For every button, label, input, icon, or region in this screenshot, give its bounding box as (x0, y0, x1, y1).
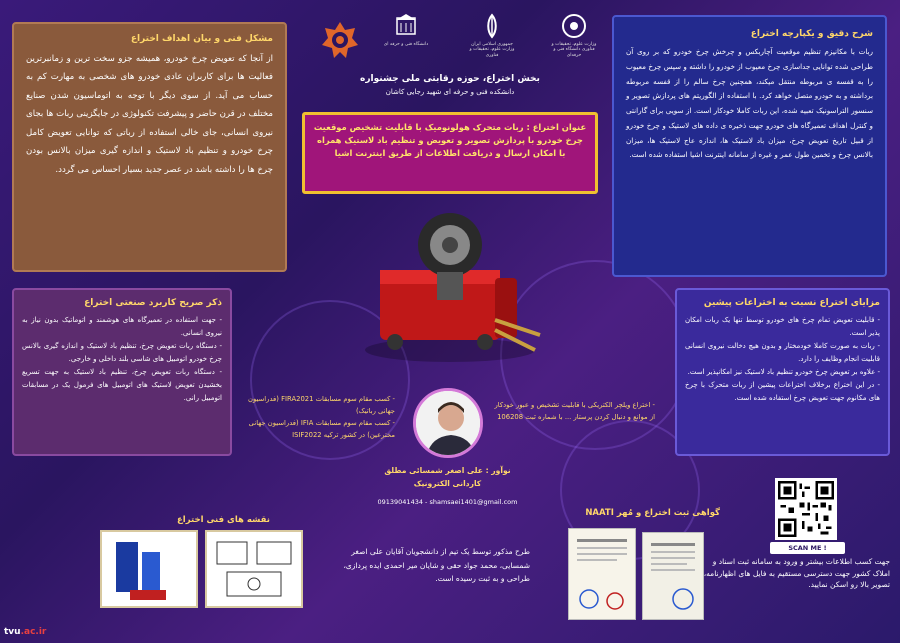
iran-emblem-icon (478, 12, 506, 40)
robot-icon (345, 200, 555, 370)
logo-caption: وزارت علوم، تحقیقات و فناوری دانشگاه فنی و حرفه‌ای (551, 42, 597, 58)
ministry-science-logo (548, 12, 600, 62)
advantages-panel (675, 288, 890, 456)
site-prefix: tvu (4, 627, 21, 637)
description-panel (612, 15, 887, 277)
document-icon (643, 533, 703, 619)
team-credit: طرح مذکور توسط یک تیم از دانشجویان آقایان علی اصغر شمسایی، محمد جواد حقی و شایان میر احمدی ایده پردازی، طراحی و به ثبت رسیده است. (343, 547, 530, 583)
inventor-awards: - کسب مقام سوم مسابقات FIRA2021 (فدراسیون جهانی رباتیک) - کسب مقام سوم مسابقات IFIA (فدراسیون جهانی مخترعین) در کشور ترکیه ISIF2022 (248, 395, 395, 439)
description-text: ربات با مکانیزم تنظیم موقعیت آچاربکس و چرخش چرخ خودرو که بر روی آن طراحی شده توانایی جداسازی چرخ معیوب از خودرو را داشته و سپس چرخ معیوب را به قفسه ی مربوطه منتقل میکند، همچنین چرخ سالم را از قفسه مربوطه برداشته و به خودرو متصل خواهد کرد. با استفاده از الگوریتم های پردازش تصویر و سنسور التراسونیک تعبیه شده، این ربات کاملا خودکار است. از سویی برای گارانتی و کنترل اهداف تعمیرگاه های خودرو جهت ذخیره ی داده های لاستیک و چرخ خودرو از قبیل تاریخ تعویض چرخ، میزان باد لاستیک ها، اندازه عاج لاستیک ها، میزان بالانس چرخ و تخمین طول عمر و غیره از سامانه اینترنت اشیا استفاده شده است. (626, 47, 873, 160)
industrial-panel (12, 288, 232, 456)
inventor-field: کاردانی الکترونیک (413, 479, 482, 488)
qr-instruction: جهت کسب اطلاعات بیشتر و ورود به سامانه ثبت اسناد و املاک کشور جهت دسترسی مستقیم به فایل های اظهارنامه، تصویر بالا رو اسکن نمایید. (703, 557, 890, 590)
inventor-name: نوآور : علی اصغر شمسائی مطلق (384, 466, 511, 475)
invention-title: عنوان اختراع : ربات متحرک هولونومیک با قابلیت تشخیص موقعیت چرخ خودرو با پردازش تصویر و تعویض و تنظیم باد لاستیک همراه با امکان ارسال و دریافت اطلاعات از طریق اینترنت اشیا (313, 122, 587, 159)
site-suffix: .ac.ir (20, 627, 47, 637)
problem-text: از آنجا که تعویض چرخ خودرو، همیشه جزو سخت ترین و زمانبرترین فعالیت ها برای کاربران عادی خودرو های شخصی به مهارت کم به حساب می آید. از سوی دیگر با توجه به اتوماسیون شدن صنایع مختلف در قرن حاضر و پیشرفت تکنولوژی در جایگزینی ربات ها بجای نیروی انسانی، جای خالی استفاده از رباتی که توانایی تعویض کامل چرخ خودرو و تنظیم باد لاستیک و اندازه گیری میزان بالانس بودن چرخ ها را داشته باشد در عصر جدید بسیار احساس می گردد. (26, 54, 273, 175)
industrial-heading: ذکر صریح کاربرد صنعتی اختراع (84, 298, 222, 308)
invention-title-box (302, 112, 598, 194)
robot-render-image (345, 200, 555, 370)
qr-code[interactable] (775, 478, 837, 540)
university-icon (392, 12, 420, 40)
inventor-contact: 09139041434 - shamsaei1401@gmail.com (377, 498, 518, 506)
university-logo (380, 12, 432, 62)
logo-caption: جمهوری اسلامی ایران وزارت علوم، تحقیقات و فناوری (469, 42, 515, 58)
technical-drawing-1 (100, 530, 198, 608)
drawing-icon (207, 532, 301, 606)
festival-title: بخش اختراع، حوزه رقابتی ملی جشنواره (360, 74, 540, 84)
problem-panel (12, 22, 287, 272)
scan-me-label: SCAN ME ! (770, 542, 845, 554)
document-icon (569, 529, 635, 619)
naati-certificate-image (642, 532, 704, 620)
iran-emblem-logo (466, 12, 518, 62)
description-heading: شرح دقیق و یکپارچه اختراع (750, 29, 873, 39)
drawing-icon (102, 532, 196, 606)
logo-caption: دانشگاه فنی و حرفه ای (383, 42, 429, 47)
inventor-patent: - اختراع ویلچر الکتریکی با قابلیت تشخیص و عبور خودکار از موانع و دنبال کردن پرستار ... با شماره ثبت 106208 (494, 401, 655, 421)
patent-certificate-image (568, 528, 636, 620)
inventor-photo (413, 388, 483, 458)
website-url[interactable] (4, 627, 46, 637)
technical-drawing-2 (205, 530, 303, 608)
advantages-heading: مزایای اختراع نسبت به اختراعات پیشین (703, 298, 880, 308)
ministry-science-icon (560, 12, 588, 40)
person-icon (416, 391, 483, 458)
problem-heading: مشکل فنی و بیان اهداف اختراع (130, 34, 273, 44)
header (300, 74, 600, 96)
plans-heading: نقشه های فنی اختراع (176, 515, 270, 525)
industrial-text: - جهت استفاده در تعمیرگاه های هوشمند و اتوماتیک بدون نیاز به نیروی انسانی. - دستگاه ربات تعویض چرخ، تنظیم باد لاستیک و اندازه گیری بالانس چرخ خودرو اتومبیل های شاسی بلند داخلی و خارجی. - دستگاه ربات تعویض چرخ، تنظیم باد لاستیک به جهت تسریع بخشیدن تعویض لاستیک های اتومبیل های فرمول یک در مسابقات اتومبیل رانی. (22, 316, 222, 402)
certificate-heading: گواهی ثبت اختراع و مُهر NAATI (585, 508, 720, 518)
qr-icon (778, 481, 834, 537)
advantages-text: - قابلیت تعویض تمام چرخ های خودرو توسط تنها یک ربات امکان پذیر است. - ربات به صورت کاملا خودمختار و بدون هیچ دخالت نیروی انسانی قابلیت انجام وظایف را دارد. - علاوه بر تعویض چرخ خودرو تنظیم باد لاستیک نیز امکانپذیر است. - در این اختراع برخلاف اختراعات پیشین از ربات متحرک با چرخ های مکانوم جهت تعویض چرخ استفاده شده است. (685, 316, 880, 402)
logo-strip (300, 8, 600, 66)
festival-brand-logo (320, 20, 360, 64)
college-name: دانشکده فنی و حرفه ای شهید رجایی کاشان (385, 88, 515, 96)
inventor-identity (355, 466, 540, 506)
festival-brand-icon (320, 20, 360, 60)
